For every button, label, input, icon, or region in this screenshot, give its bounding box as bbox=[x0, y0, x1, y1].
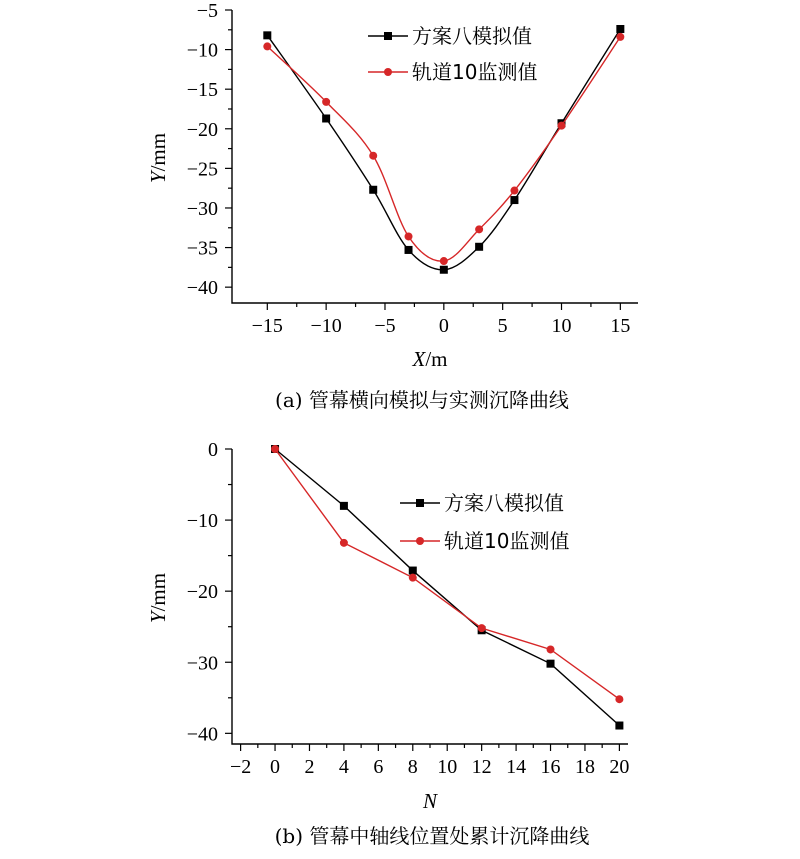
chart-a-ytick-label: −20 bbox=[186, 118, 218, 141]
chart-b-xtick-label: 10 bbox=[437, 756, 458, 778]
chart-b-axes bbox=[187, 439, 630, 778]
chart-b-series-1-point bbox=[409, 567, 417, 575]
chart-b-legend-2-label: 轨道10监测值 bbox=[444, 529, 570, 553]
chart-a-series-2-point bbox=[616, 33, 624, 41]
chart-a-series-2-point bbox=[510, 187, 518, 195]
chart-b-ylabel-unit: /mm bbox=[146, 572, 170, 612]
chart-b-series-2-point bbox=[340, 539, 348, 547]
chart-a-caption: (a) 管幕横向模拟与实测沉降曲线 bbox=[275, 388, 569, 412]
chart-b-xtick-label: 12 bbox=[471, 756, 492, 778]
chart-b-series-1-point bbox=[340, 502, 348, 510]
chart-a-ytick-label: −40 bbox=[186, 277, 218, 300]
chart-a-xlabel-var: X bbox=[412, 347, 426, 371]
chart-b-ylabel-var: Y bbox=[146, 611, 170, 624]
chart-b-xtick-label: 8 bbox=[407, 756, 418, 778]
chart-b-ylabel bbox=[146, 573, 170, 623]
chart-a-ytick-label: −25 bbox=[186, 158, 218, 181]
chart-b-legend-2-marker bbox=[416, 537, 424, 545]
chart-a-xtick-label: −15 bbox=[251, 315, 283, 337]
chart-b-xtick-label: 16 bbox=[540, 756, 561, 778]
chart-b-series-2-line bbox=[275, 449, 619, 699]
chart-a-ytick-label: −5 bbox=[196, 0, 218, 22]
chart-a-series-1-point bbox=[475, 243, 483, 251]
chart-a-xlabel-unit: /m bbox=[425, 347, 448, 371]
chart-a-series-1-point bbox=[322, 114, 330, 122]
chart-a-series-2-point bbox=[440, 257, 448, 265]
chart-b-series bbox=[271, 445, 623, 730]
chart-b-xtick-label: 2 bbox=[304, 756, 315, 778]
chart-a-series-2-point bbox=[322, 98, 330, 106]
chart-a-series-2-point bbox=[369, 152, 377, 160]
chart-b-ytick-label: −40 bbox=[186, 723, 218, 746]
chart-b-xtick-label: 4 bbox=[338, 756, 349, 778]
chart-a-axes bbox=[187, 0, 638, 337]
chart-b-series-2-point bbox=[409, 574, 417, 582]
chart-a-xtick-label: 10 bbox=[551, 315, 572, 337]
chart-b-caption: (b) 管幕中轴线位置处累计沉降曲线 bbox=[274, 824, 590, 848]
chart-b-ytick-label: −20 bbox=[186, 581, 218, 604]
chart-a-xtick-label: 0 bbox=[438, 315, 449, 337]
chart-b-xlabel: N bbox=[422, 789, 438, 813]
chart-a-series-1-point bbox=[616, 25, 624, 33]
chart-a-ytick-label: −30 bbox=[186, 197, 218, 220]
chart-a bbox=[146, 0, 638, 412]
chart-a-ytick-label: −15 bbox=[186, 79, 218, 102]
chart-b-xtick-label: 6 bbox=[373, 756, 384, 778]
chart-a-legend-1-label: 方案八模拟值 bbox=[412, 24, 532, 48]
chart-b-ytick-label: −30 bbox=[186, 652, 218, 675]
chart-b-series-2-point bbox=[271, 445, 279, 453]
chart-a-xtick-label: 5 bbox=[497, 315, 508, 337]
chart-b-legend bbox=[400, 491, 569, 553]
chart-a-ylabel-unit: /mm bbox=[146, 132, 170, 172]
chart-a-series-1-point bbox=[440, 266, 448, 274]
chart-a-xtick-label: −5 bbox=[374, 315, 396, 337]
chart-a-series-2-point bbox=[558, 122, 566, 130]
chart-a-xlabel bbox=[412, 347, 448, 371]
chart-a-series-1-point bbox=[405, 246, 413, 254]
chart-b-xtick-label: 18 bbox=[574, 756, 595, 778]
chart-a-axis-frame bbox=[232, 10, 638, 303]
chart-b-legend-1-label: 方案八模拟值 bbox=[444, 491, 564, 515]
chart-b-xtick-label: −2 bbox=[229, 756, 252, 778]
chart-a-legend bbox=[368, 24, 537, 84]
chart-a-series-1-point bbox=[369, 186, 377, 194]
chart-a-series-1-point bbox=[263, 31, 271, 39]
chart-b-xtick-label: 0 bbox=[270, 756, 281, 778]
chart-a-legend-2-label: 轨道10监测值 bbox=[412, 60, 538, 84]
chart-a-legend-2-marker bbox=[384, 68, 392, 76]
chart-a-series-2-point bbox=[475, 225, 483, 233]
chart-b-series-2-point bbox=[615, 695, 623, 703]
chart-a-legend-1-marker bbox=[384, 32, 392, 40]
chart-b-axis-frame bbox=[232, 449, 628, 744]
chart-b-series-1-point bbox=[615, 722, 623, 730]
chart-a-ylabel bbox=[146, 133, 170, 183]
chart-a-ytick-label: −35 bbox=[186, 237, 218, 260]
chart-a-xtick-label: 15 bbox=[610, 315, 631, 337]
chart-a-series-2-point bbox=[405, 232, 413, 240]
chart-b-legend-1-marker bbox=[416, 499, 424, 507]
chart-a-ytick-label: −10 bbox=[186, 39, 218, 62]
chart-b bbox=[146, 439, 629, 848]
chart-b-series-2-point bbox=[478, 624, 486, 632]
chart-b-ytick-label: 0 bbox=[208, 439, 218, 461]
chart-b-xtick-label: 20 bbox=[609, 756, 630, 778]
chart-a-ylabel-var: Y bbox=[146, 171, 170, 184]
chart-a-series-1-point bbox=[510, 196, 518, 204]
chart-b-series-1-point bbox=[547, 660, 555, 668]
chart-a-series-2-point bbox=[263, 42, 271, 50]
chart-a-xtick-label: −10 bbox=[310, 315, 342, 337]
chart-b-series-2-point bbox=[547, 645, 555, 653]
chart-b-ytick-label: −10 bbox=[186, 510, 218, 533]
chart-b-xtick-label: 14 bbox=[506, 756, 527, 778]
